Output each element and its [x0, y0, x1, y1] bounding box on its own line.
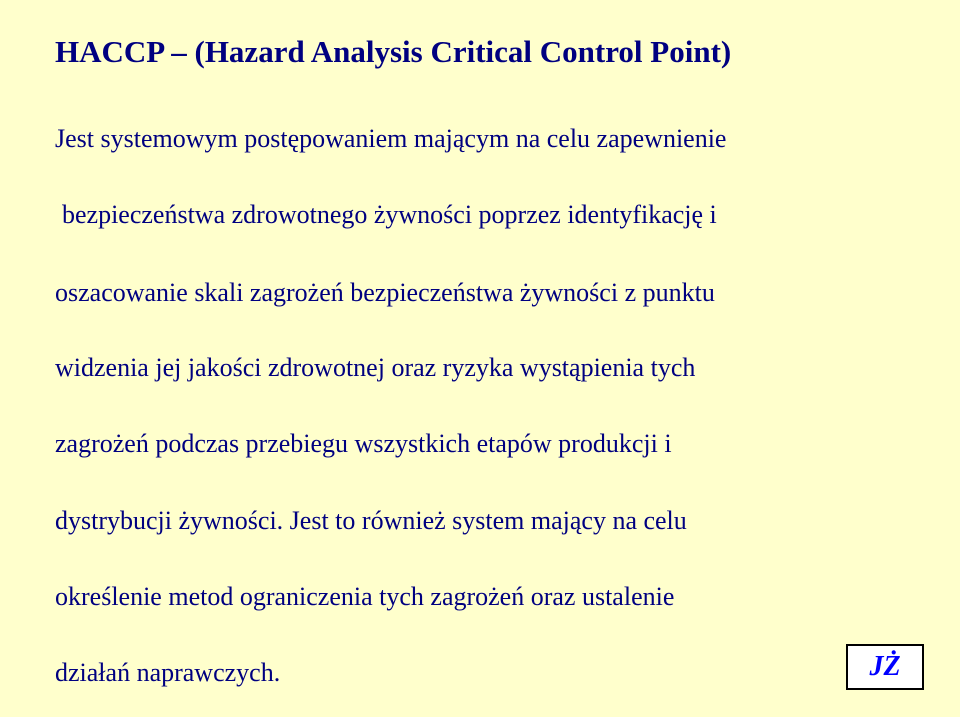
slide-title: HACCP – (Hazard Analysis Critical Control Point) — [55, 34, 732, 69]
body-line-8: działań naprawczych. — [55, 658, 281, 687]
body-line-5: zagrożeń podczas przebiegu wszystkich etapów produkcji i — [55, 429, 672, 458]
author-initials-badge: JŻ — [846, 644, 924, 690]
body-line-7: określenie metod ograniczenia tych zagrożeń oraz ustalenie — [55, 582, 675, 611]
body-line-2: bezpieczeństwa zdrowotnego żywności poprzez identyfikację i — [62, 200, 717, 229]
body-line-6: dystrybucji żywności. Jest to również system mający na celu — [55, 506, 687, 535]
body-line-4: widzenia jej jakości zdrowotnej oraz ryzyka wystąpienia tych — [55, 353, 696, 382]
body-line-1: Jest systemowym postępowaniem mającym na celu zapewnienie — [55, 124, 727, 153]
body-line-3: oszacowanie skali zagrożeń bezpieczeństwa żywności z punktu — [55, 278, 715, 307]
